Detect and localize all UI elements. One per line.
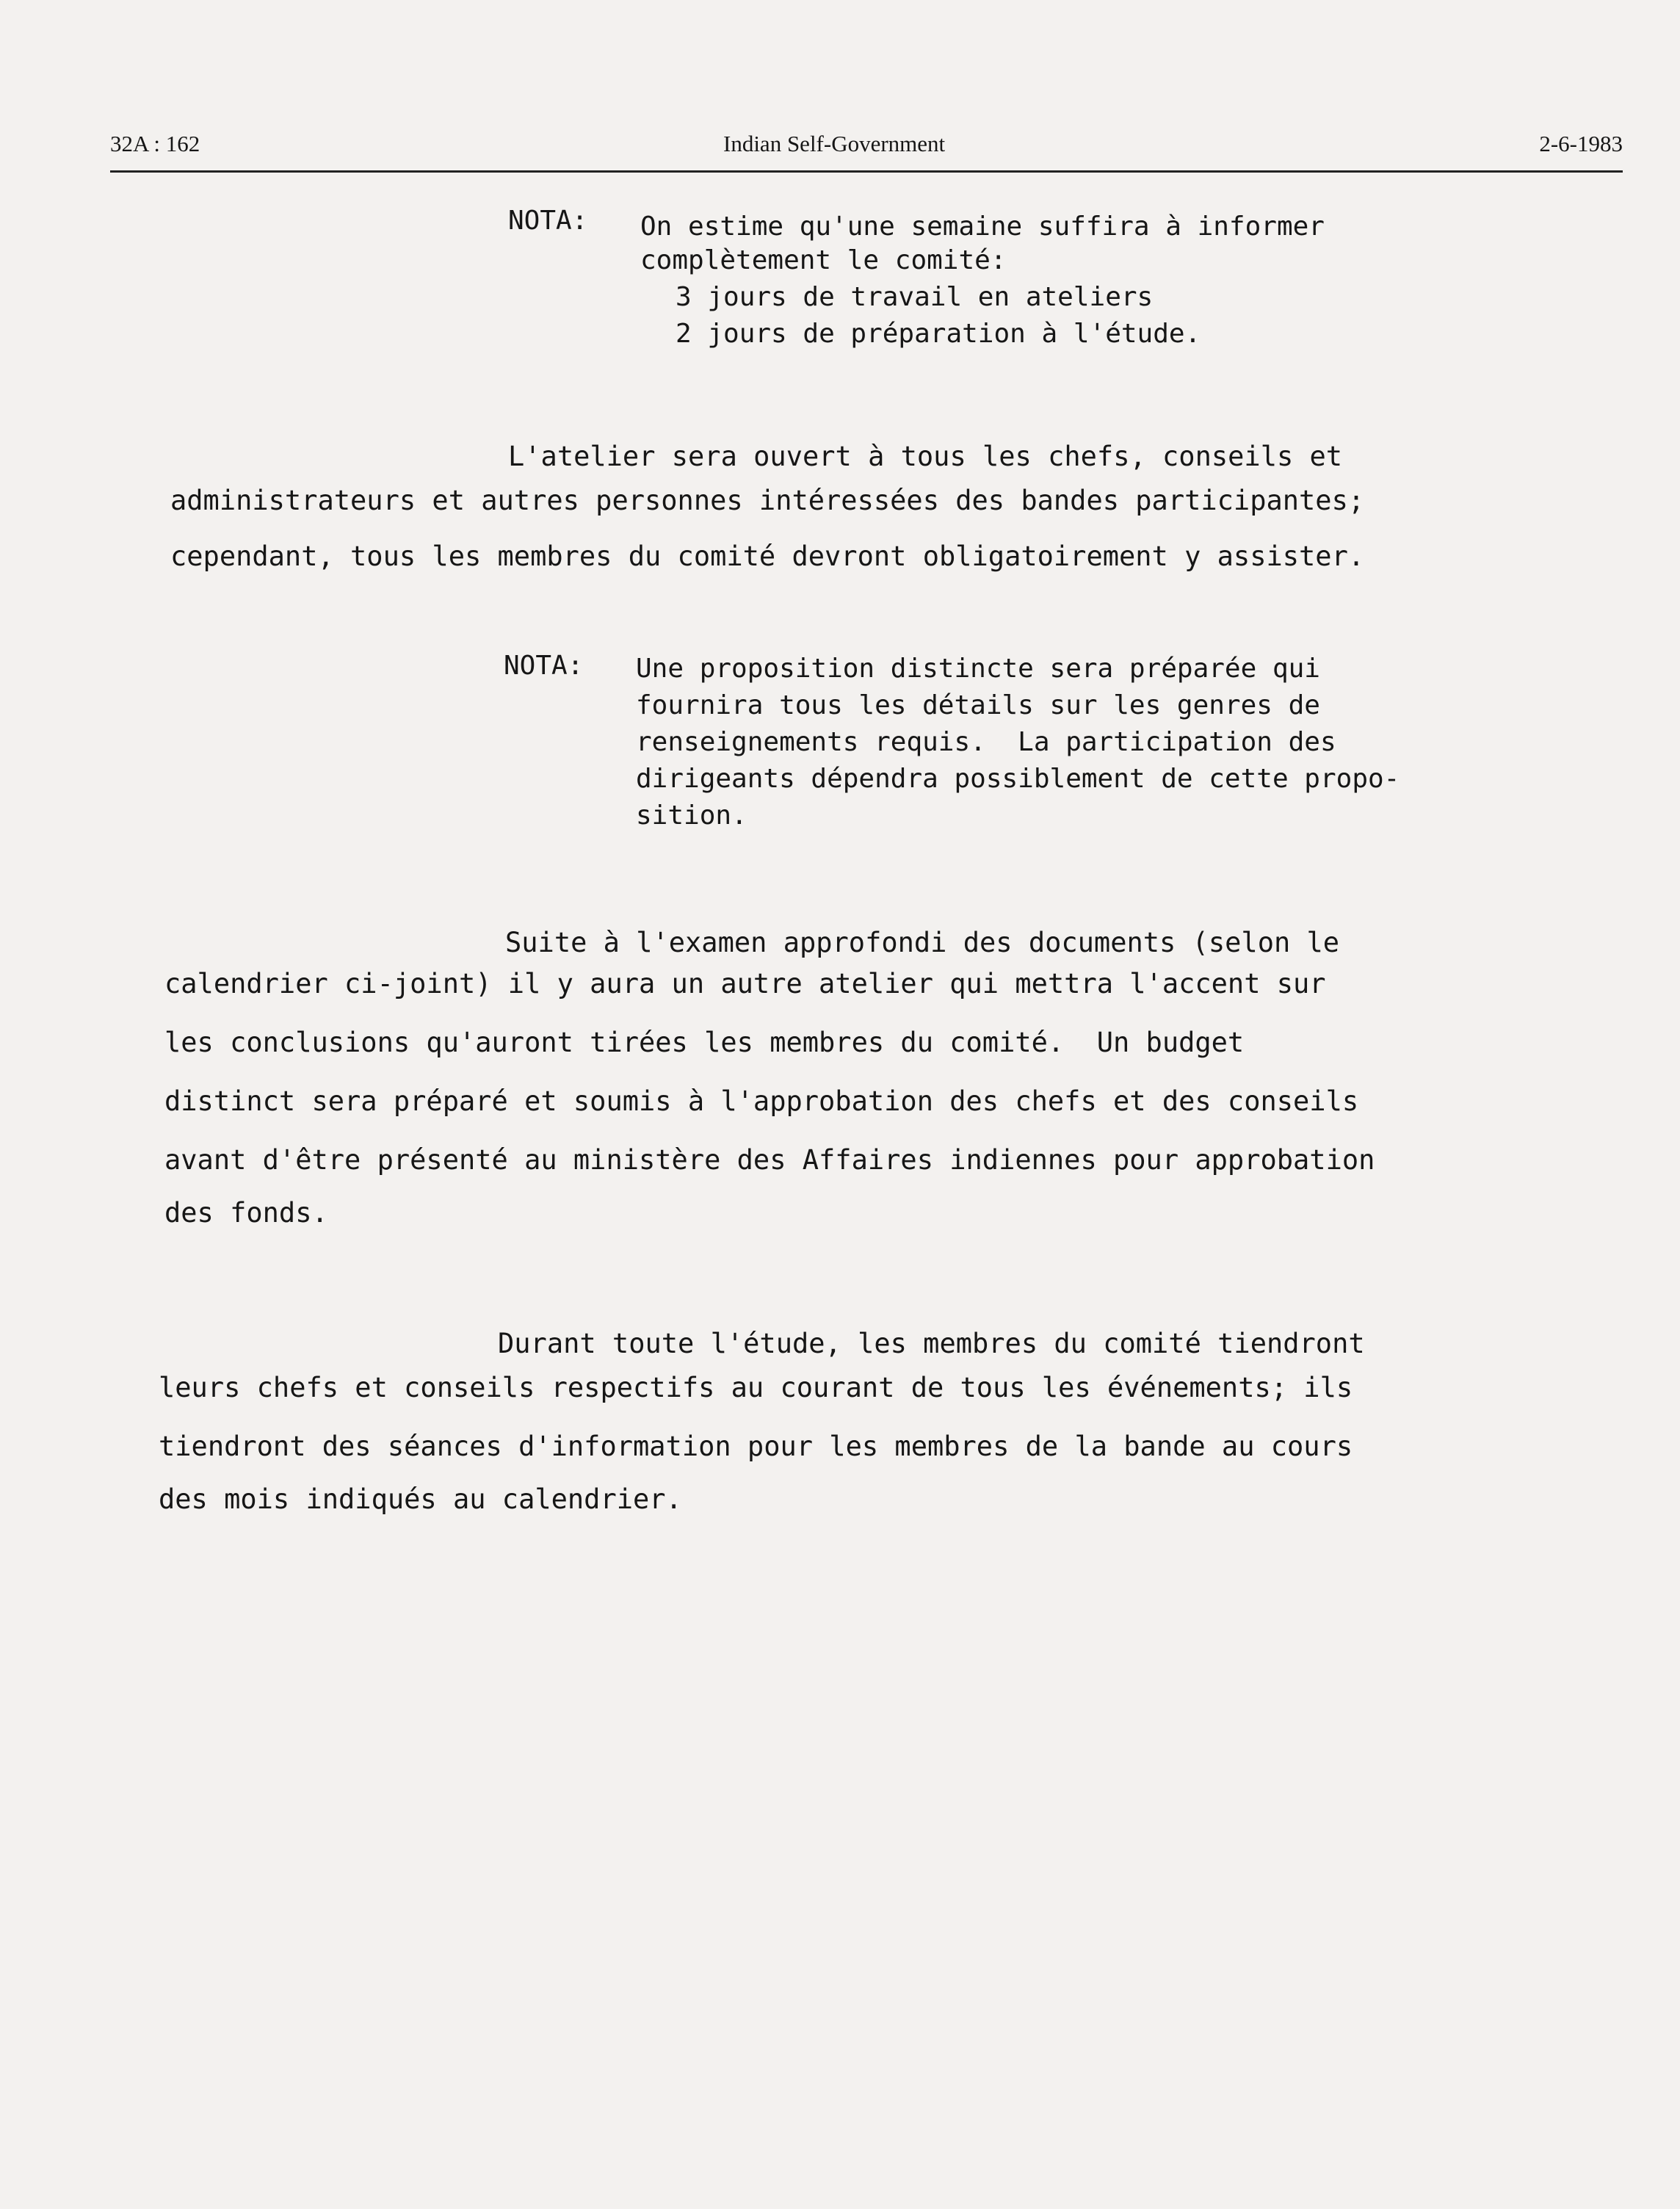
- paragraph-line: avant d'être présenté au ministère des Affaires indiennes pour approbation: [164, 1144, 1375, 1176]
- paragraph-line: administrateurs et autres personnes intéressées des bandes participantes;: [170, 485, 1365, 516]
- nota-line: sition.: [636, 800, 747, 831]
- paragraph-line: distinct sera préparé et soumis à l'approbation des chefs et des conseils: [164, 1085, 1359, 1117]
- header-date: 2-6-1983: [1539, 131, 1623, 156]
- header-title: Indian Self-Government: [723, 131, 946, 156]
- paragraph-line: cependant, tous les membres du comité devront obligatoirement y assister.: [170, 540, 1365, 572]
- nota-line: 2 jours de préparation à l'étude.: [676, 319, 1201, 349]
- paragraph-line: des fonds.: [164, 1197, 328, 1229]
- running-header: [110, 125, 1623, 173]
- paragraph-line: leurs chefs et conseils respectifs au courant de tous les événements; ils: [159, 1372, 1353, 1403]
- header-page-ref: 32A : 162: [110, 131, 200, 156]
- paragraph-line: calendrier ci-joint) il y aura un autre atelier qui mettra l'accent sur: [164, 968, 1326, 999]
- paragraph-line: Suite à l'examen approfondi des documents (selon le: [505, 927, 1340, 958]
- paragraph-line: tiendront des séances d'information pour les membres de la bande au cours: [159, 1431, 1353, 1462]
- nota-line: dirigeants dépendra possiblement de cette propo-: [636, 764, 1400, 794]
- paragraph-line: des mois indiqués au calendrier.: [159, 1483, 682, 1515]
- nota-line: fournira tous les détails sur les genres de: [636, 690, 1320, 720]
- paragraph-line: L'atelier sera ouvert à tous les chefs, conseils et: [508, 441, 1343, 472]
- nota-line: Une proposition distincte sera préparée qui: [636, 654, 1320, 684]
- nota-label: NOTA:: [508, 206, 588, 236]
- nota-line: complètement le comité:: [640, 245, 1007, 275]
- nota-line: 3 jours de travail en ateliers: [676, 282, 1154, 312]
- nota-line: On estime qu'une semaine suffira à informer: [640, 212, 1325, 242]
- paragraph-line: les conclusions qu'auront tirées les membres du comité. Un budget: [164, 1027, 1245, 1058]
- nota-line: renseignements requis. La participation des: [636, 727, 1336, 757]
- paragraph-line: Durant toute l'étude, les membres du comité tiendront: [498, 1328, 1365, 1359]
- nota-label: NOTA:: [504, 651, 584, 681]
